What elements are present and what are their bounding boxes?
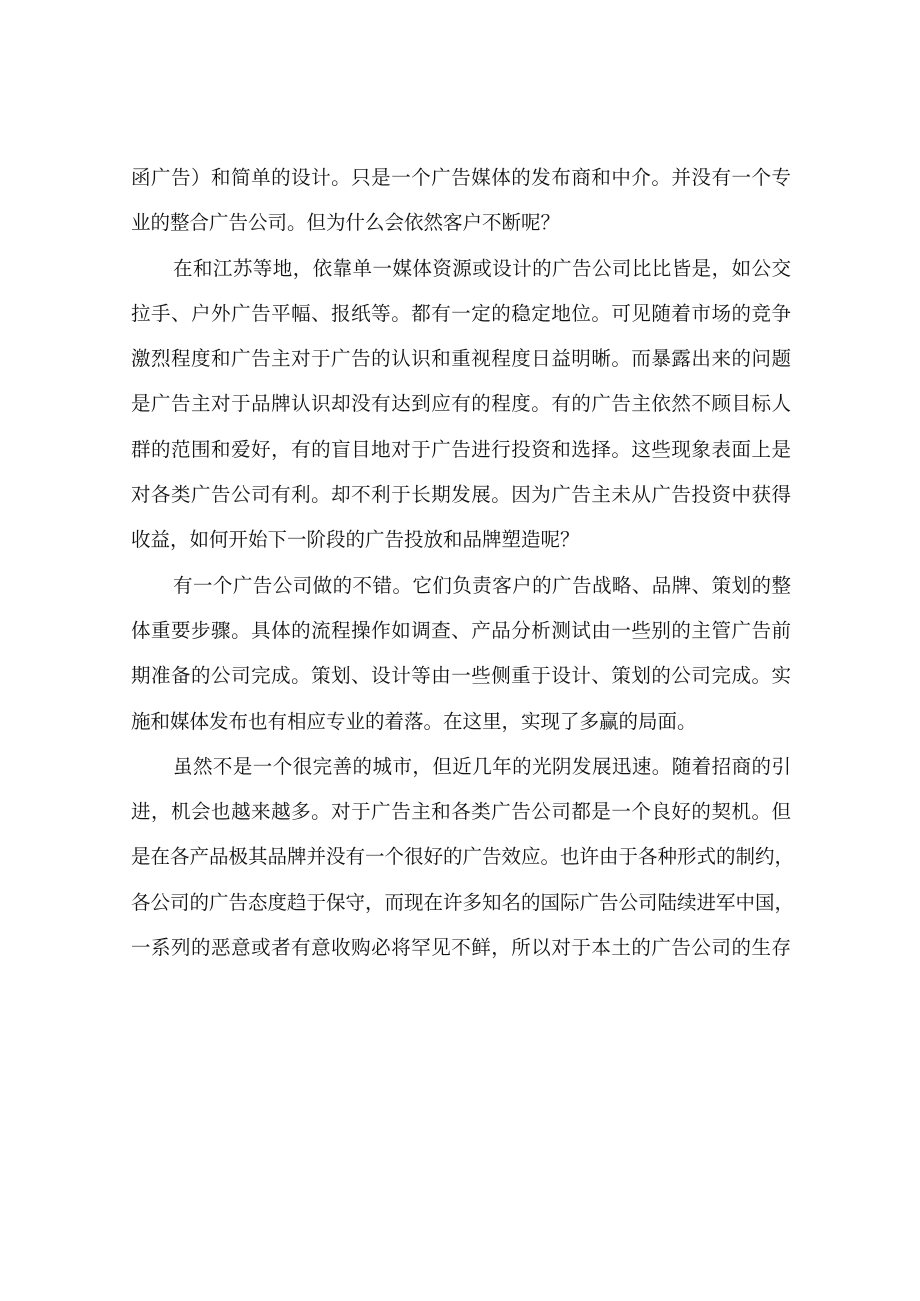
paragraph xyxy=(131,563,791,744)
document-body xyxy=(131,155,795,970)
text-line: 拉手、户外广告平幅、报纸等。都有一定的稳定地位。可见随着市场的竞争 xyxy=(131,301,791,325)
paragraph xyxy=(131,155,791,246)
text-line: 是广告主对于品牌认识却没有达到应有的程度。有的广告主依然不顾目标人 xyxy=(131,392,791,416)
text-line: 施和媒体发布也有相应专业的着落。在这里，实现了多赢的局面。 xyxy=(131,709,697,733)
text-line: 激烈程度和广告主对于广告的认识和重视程度日益明晰。而暴露出来的问题 xyxy=(131,347,791,371)
text-line: 有一个广告公司做的不错。它们负责客户的广告战略、品牌、策划的整 xyxy=(173,573,791,597)
text-line: 在和江苏等地，依靠单一媒体资源或设计的广告公司比比皆是，如公交 xyxy=(173,256,791,280)
text-line: 期准备的公司完成。策划、设计等由一些侧重于设计、策划的公司完成。实 xyxy=(131,664,791,688)
text-line: 虽然不是一个很完善的城市，但近几年的光阴发展迅速。随着招商的引 xyxy=(173,754,791,778)
paragraph xyxy=(131,246,791,563)
text-line: 是在各产品极其品牌并没有一个很好的广告效应。也许由于各种形式的制约， xyxy=(131,845,795,869)
paragraph xyxy=(131,744,795,970)
text-line: 体重要步骤。具体的流程操作如调查、产品分析测试由一些别的主管广告前 xyxy=(131,618,791,642)
text-line: 对各类广告公司有利。却不利于长期发展。因为广告主未从广告投资中获得 xyxy=(131,483,791,507)
text-line: 各公司的广告态度趋于保守，而现在许多知名的国际广告公司陆续进军中国， xyxy=(131,890,795,914)
text-line: 业的整合广告公司。但为什么会依然客户不断呢？ xyxy=(131,211,561,235)
text-line: 函广告）和简单的设计。只是一个广告媒体的发布商和中介。并没有一个专 xyxy=(131,166,791,189)
text-line: 收益，如何开始下一阶段的广告投放和品牌塑造呢？ xyxy=(131,528,580,552)
text-line: 群的范围和爱好，有的盲目地对于广告进行投资和选择。这些现象表面上是 xyxy=(131,437,791,461)
text-line: 进，机会也越来越多。对于广告主和各类广告公司都是一个良好的契机。但 xyxy=(131,800,791,824)
text-line: 一系列的恶意或者有意收购必将罕见不鲜，所以对于本土的广告公司的生存 xyxy=(131,936,791,960)
